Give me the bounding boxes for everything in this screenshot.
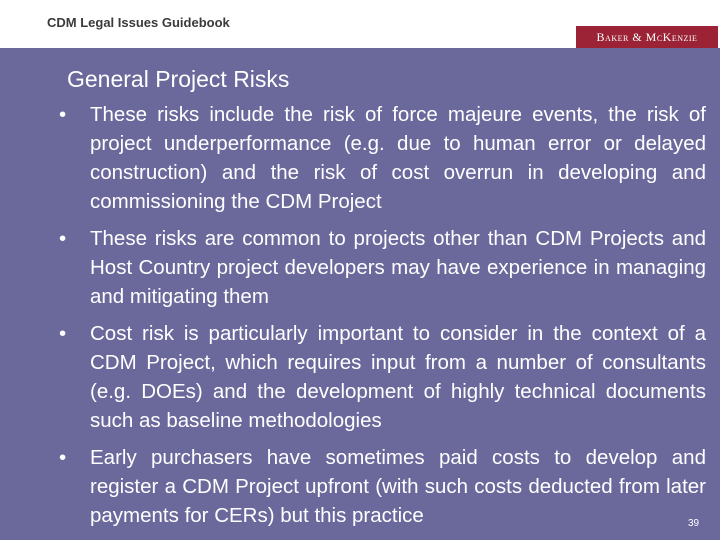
bullet-text: Early purchasers have sometimes paid costs to develop and register a CDM Project upfront (with such costs deducted from later payments for CERs) but this practice	[90, 446, 706, 527]
bullet-text: Cost risk is particularly important to consider in the context of a CDM Project, which requires input from a number of consultants (e.g. DOEs) and the development of highly technical documents such as baseline methodologies	[90, 322, 706, 432]
bullet-icon: •	[59, 227, 67, 250]
bullet-item	[59, 443, 706, 530]
page-number: 39	[688, 518, 700, 529]
slide-title: General Project Risks	[67, 66, 290, 92]
bullet-icon: •	[59, 446, 67, 469]
bullet-list	[0, 100, 720, 538]
bullet-item	[59, 319, 706, 435]
bullet-icon: •	[59, 322, 67, 345]
bullet-item	[59, 224, 706, 311]
baker-mckenzie-logo	[576, 26, 718, 48]
bullet-text: These risks are common to projects other than CDM Projects and Host Country project developers may have experience in managing and mitigating them	[90, 227, 706, 308]
bullet-text: These risks include the risk of force majeure events, the risk of project underperformance (e.g. due to human error or delayed construction) and the risk of cost overrun in developing and commissioning the CDM Project	[90, 103, 706, 213]
logo-text: Baker & McKenzie	[596, 29, 698, 44]
bullet-item	[59, 100, 706, 216]
guidebook-title: CDM Legal Issues Guidebook	[47, 15, 230, 30]
bullet-icon: •	[59, 103, 67, 126]
slide-header	[0, 0, 720, 48]
